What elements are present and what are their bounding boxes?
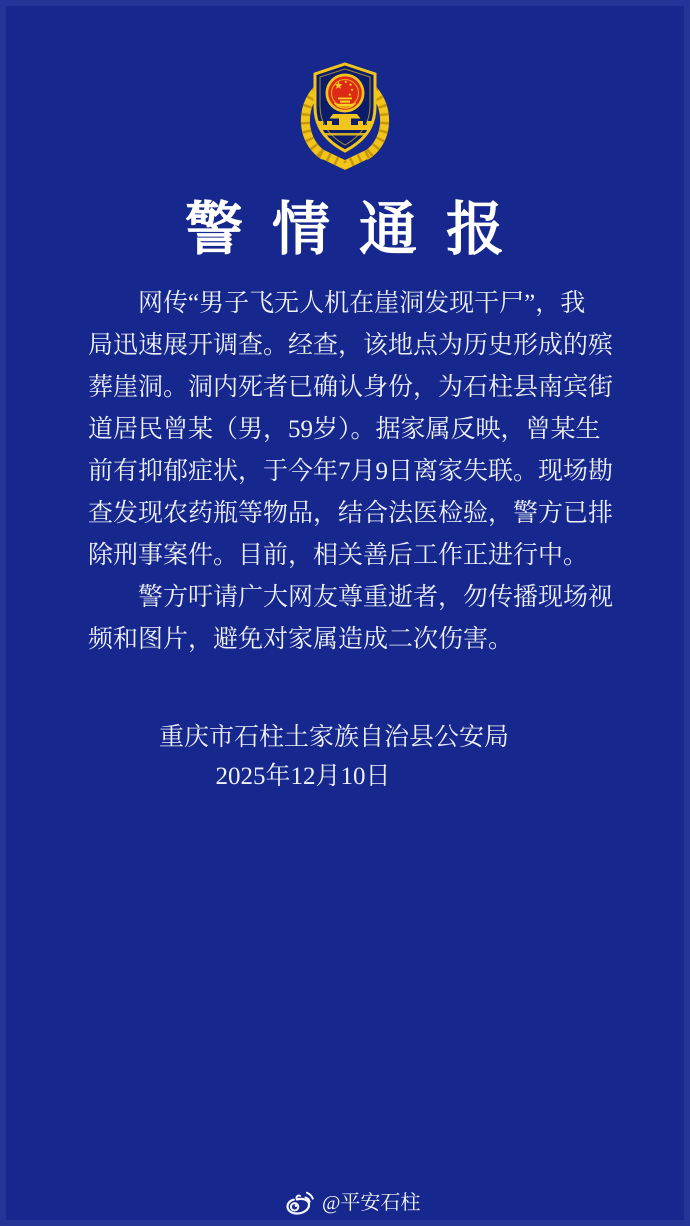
weibo-icon bbox=[283, 1189, 315, 1217]
body-paragraph bbox=[88, 283, 622, 577]
body-line: 警方吁请广大网友尊重逝者，勿传播现场视 bbox=[138, 584, 614, 611]
body-line: 除刑事案件。目前，相关善后工作正进行中。 bbox=[88, 542, 589, 569]
weibo-watermark bbox=[283, 1189, 420, 1217]
issuing-agency: 重庆市石柱土家族自治县公安局 bbox=[158, 724, 509, 751]
body-line: 道居民曾某（男，59岁）。据家属反映，曾某生 bbox=[88, 416, 601, 443]
body-line: 葬崖洞。洞内死者已确认身份，为石柱县南宾街 bbox=[88, 374, 614, 401]
notice-body bbox=[88, 283, 622, 661]
notice-title: 警情通报 bbox=[184, 197, 533, 262]
body-line: 局迅速展开调查。经查，该地点为历史形成的殡 bbox=[88, 332, 614, 359]
body-line: 网传“男子飞无人机在崖洞发现干尸”，我 bbox=[138, 290, 586, 317]
issue-date: 2025年12月10日 bbox=[215, 763, 391, 790]
police-badge-icon bbox=[296, 59, 394, 172]
body-line: 前有抑郁症状，于今年7月9日离家失联。现场勘 bbox=[88, 458, 614, 485]
body-paragraph bbox=[88, 577, 622, 661]
body-line: 查发现农药瓶等物品，结合法医检验，警方已排 bbox=[88, 500, 614, 527]
body-line: 频和图片，避免对家属造成二次伤害。 bbox=[88, 626, 514, 653]
weibo-handle: @平安石柱 bbox=[322, 1192, 421, 1214]
